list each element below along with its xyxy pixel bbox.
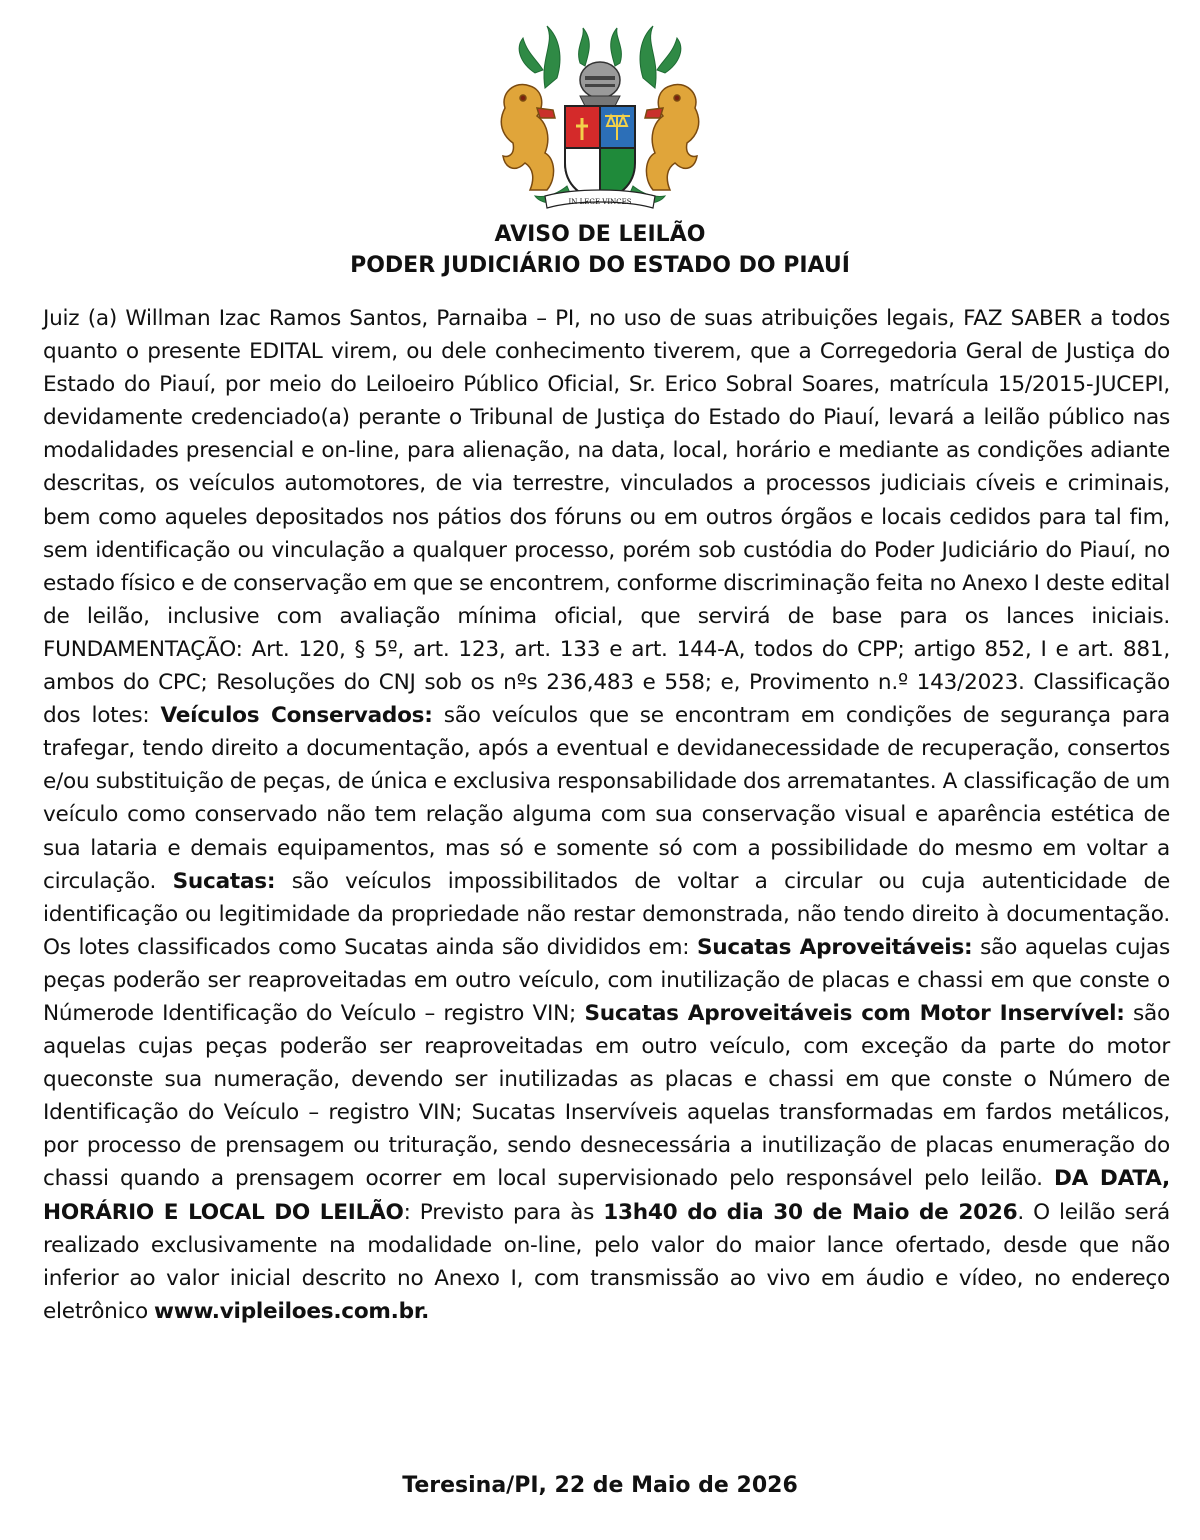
left-lion-icon	[501, 85, 555, 190]
auction-date-time: 13h40 do dia 30 de Maio de 2026	[603, 1199, 1018, 1225]
body-text-1: Juiz (a) Willman Izac Ramos Santos, Parnaiba – PI, no uso de suas atribuições legais, FAZ SABER a todos quanto o presente EDITAL virem, ou dele conhecimento tiverem, que a Corregedoria Geral de Justiça do Estado do Piauí, por meio do Leiloeiro Público Oficial, Sr. Erico Sobral Soares, matrícula 15/2015-JUCEPI, devidamente credenciado(a) perante o Tribunal de Justiça do Estado do Piauí, levará a leilão público nas modalidades presencial e on-line, para alienação, na data, local, horário e mediante as condições adiante descritas, os veículos automotores, de via terrestre, vinculados a processos judiciais cíveis e criminais, bem como aqueles depositados nos pátios dos fóruns ou em outros órgãos e locais cedidos para tal fim, sem identificação ou vinculação a qualquer processo, porém sob custódia do Poder Judiciário do Piauí, no estado físico e de conservação em que se encontrem, conforme discriminação feita no Anexo I deste edital de leilão, inclusive com avaliação mínima oficial, que servirá de base para os lances iniciais. FUNDAMENTAÇÃO: Art. 120, § 5º, art. 123, art. 133 e art. 144-A, todos do CPP; artigo 852, I e art. 881, ambos do CPC; Resoluções do CNJ sob os nºs 236,483 e 558; e, Provimento n.º 143/2023. Classificação dos lotes:	[43, 306, 1170, 729]
place-and-date: Teresina/PI, 22 de Maio de 2026	[402, 1473, 798, 1498]
coat-of-arms-crest	[485, 18, 715, 218]
motto-ribbon	[545, 190, 655, 208]
term-usable-scrap: Sucatas Aproveitáveis:	[696, 934, 973, 960]
auction-website: www.vipleiloes.com.br.	[154, 1298, 430, 1324]
helmet-icon	[580, 62, 620, 106]
body-text-7: . O leilão será realizado exclusivamente na modalidade on-line, pelo valor do maior lance ofertado, desde que não inferior ao valor inicial descrito no Anexo I, com transmissão ao vivo em áudio e vídeo, no endereço eletrônico	[43, 1199, 1170, 1324]
body-text-6: : Previsto para às	[403, 1199, 604, 1225]
crest-motto: IN LEGE VINCES	[568, 198, 632, 206]
shield-icon	[565, 106, 635, 200]
term-usable-scrap-unusable-engine: Sucatas Aproveitáveis com Motor Inservível:	[584, 1000, 1125, 1026]
body-text-4: são aquelas cujas peças poderão ser reaproveitadas em outro veículo, com inutilização de placas e chassi em que conste o Númerode Identificação do Veículo – registro VIN;	[43, 934, 1170, 1026]
section-date-time-place: DA DATA, HORÁRIO E LOCAL DO LEILÃO	[43, 1166, 1170, 1225]
body-text-3: são veículos impossibilitados de voltar a circular ou cuja autenticidade de identificação ou legitimidade da propriedade não restar demonstrada, não tendo direito à documentação. Os lotes classificados como Sucatas ainda são divididos em:	[43, 868, 1170, 960]
body-text-2: são veículos que se encontram em condições de segurança para trafegar, tendo direito a documentação, após a eventual e devidanecessidade de recuperação, consertos e/ou substituição de peças, de única e exclusiva responsabilidade dos arrematantes. A classificação de um veículo como conservado não tem relação alguma com sua conservação visual e aparência estética de sua lataria e demais equipamentos, mas só e somente só com a possibilidade do mesmo em voltar a circulação.	[43, 703, 1170, 894]
term-conserved-vehicles: Veículos Conservados:	[160, 703, 433, 729]
term-scrap: Sucatas:	[172, 868, 276, 894]
body-text-5: são aquelas cujas peças poderão ser reaproveitadas em outro veículo, com exceção da parte do motor queconste sua numeração, devendo ser inutilizadas as placas e chassi em que conste o Número de Identificação do Veículo – registro VIN; Sucatas Inservíveis aquelas transformadas em fardos metálicos, por processo de prensagem ou trituração, sendo desnecessária a inutilização de placas enumeração do chassi quando a prensagem ocorrer em local supervisionado pelo responsável pelo leilão.	[43, 1000, 1170, 1192]
court-name: PODER JUDICIÁRIO DO ESTADO DO PIAUÍ	[350, 253, 850, 278]
notice-title: AVISO DE LEILÃO	[494, 222, 706, 247]
right-lion-icon	[645, 85, 699, 190]
notice-body	[43, 302, 1170, 1328]
